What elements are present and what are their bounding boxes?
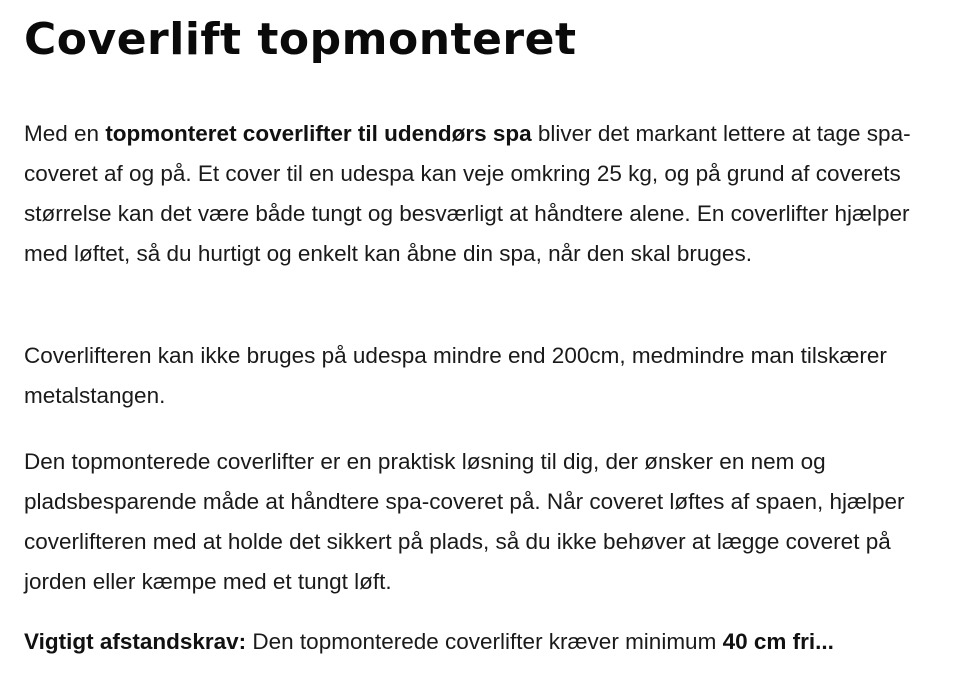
requirement-text: Den topmonterede coverlifter kræver minimum xyxy=(246,629,723,654)
requirement-label: Vigtigt afstandskrav: xyxy=(24,629,247,654)
intro-text-after: bliver det markant lettere at tage spa-coveret af og på. Et cover til en udespa kan veje omkring 25 kg, og på grund af coverets størrelse kan det være både tungt og besværligt at håndtere alene. En coverlifter hjælper med løftet, så du hurtigt og enkelt kan åbne din spa, når den skal bruges. xyxy=(24,121,911,266)
size-note-paragraph: Coverlifteren kan ikke bruges på udespa mindre end 200cm, medmindre man tilskærer metalstangen. xyxy=(24,343,887,408)
requirement-highlight: 40 cm fri... xyxy=(722,629,834,654)
intro-paragraph xyxy=(24,114,954,274)
distance-requirement-paragraph xyxy=(24,622,954,662)
intro-highlight: topmonteret coverlifter til udendørs spa xyxy=(105,121,532,146)
page-title: Coverlift topmonteret xyxy=(24,14,577,65)
intro-text-before: Med en xyxy=(24,121,106,146)
benefits-paragraph: Den topmonterede coverlifter er en praktisk løsning til dig, der ønsker en nem og pladsbesparende måde at håndtere spa-coveret på. Når coveret løftes af spaen, hjælper coverlifteren med at holde det sikkert på plads, så du ikke behøver at lægge coveret på jorden eller kæmpe med et tungt løft. xyxy=(24,449,905,594)
